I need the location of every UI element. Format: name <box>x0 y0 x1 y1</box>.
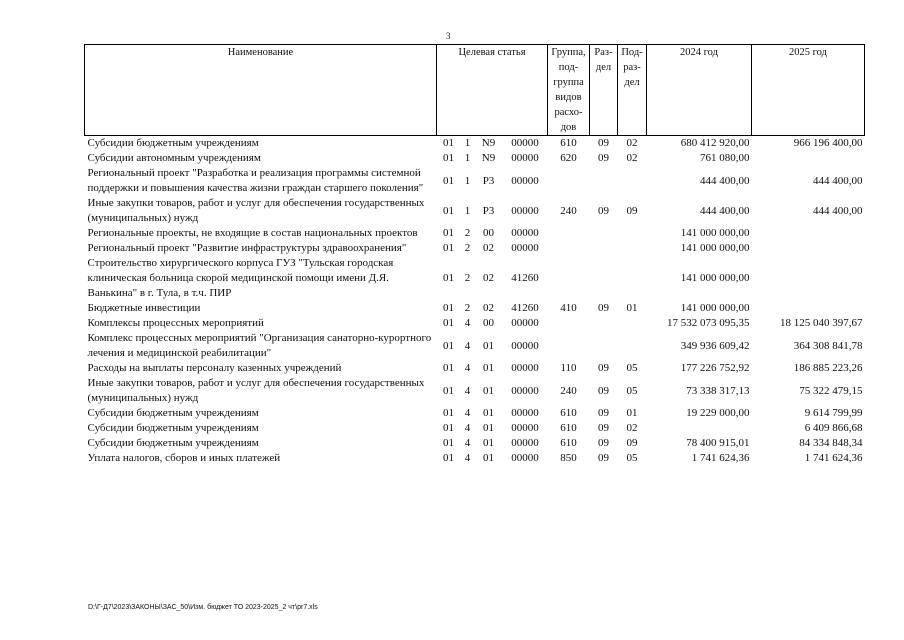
target-code-2: 4 <box>464 437 471 449</box>
subsection: 09 <box>626 437 638 449</box>
target-code-1: 01 <box>443 272 454 284</box>
section <box>590 226 618 241</box>
section: 09 <box>598 204 609 217</box>
subsection: 02 <box>626 137 638 149</box>
target-code-2: 1 <box>464 204 471 217</box>
row-name: Субсидии бюджетным учреждениям <box>87 422 259 434</box>
table-row <box>85 136 865 152</box>
header-section: Раз-дел <box>590 45 618 136</box>
table-row <box>85 331 865 361</box>
expense-group <box>548 241 590 256</box>
amount-2025: 1 741 624,36 <box>804 452 863 464</box>
expense-group <box>548 226 590 241</box>
target-code-2: 4 <box>464 384 471 397</box>
target-code-4: 00000 <box>511 422 539 434</box>
target-code-4: 41260 <box>511 302 539 314</box>
expense-group <box>548 256 590 301</box>
target-code-3: 01 <box>483 452 494 464</box>
row-name: Иные закупки товаров, работ и услуг для обеспечения государственных (муниципальных) нужд <box>87 377 425 404</box>
target-code-1: 01 <box>443 302 454 314</box>
target-code-3: P3 <box>482 204 495 217</box>
table-row <box>85 451 865 466</box>
subsection: 02 <box>626 152 638 164</box>
row-name: Субсидии бюджетным учреждениям <box>87 437 259 449</box>
section <box>590 331 618 361</box>
amount-2024: 141 000 000,00 <box>680 272 750 284</box>
target-code-3: 01 <box>483 422 494 434</box>
amount-2025: 18 125 040 397,67 <box>780 317 863 329</box>
target-code-1: 01 <box>443 407 454 419</box>
subsection: 02 <box>626 422 638 434</box>
section: 09 <box>598 437 609 449</box>
section: 09 <box>598 152 609 164</box>
target-code-2: 4 <box>464 317 471 329</box>
target-code-4: 00000 <box>511 174 539 187</box>
row-name: Субсидии бюджетным учреждениям <box>87 407 259 419</box>
subsection: 01 <box>626 407 638 419</box>
target-code-2: 2 <box>464 242 471 254</box>
table-row <box>85 361 865 376</box>
target-code-2: 4 <box>464 362 471 374</box>
expense-group: 240 <box>560 384 577 397</box>
target-code-4: 00000 <box>511 362 539 374</box>
table-row <box>85 226 865 241</box>
target-code-4: 00000 <box>511 437 539 449</box>
target-code-4: 00000 <box>511 384 539 397</box>
subsection: 05 <box>626 384 638 397</box>
expense-group <box>548 316 590 331</box>
target-code-2: 2 <box>464 227 471 239</box>
target-code-3: 02 <box>483 302 494 314</box>
target-code-1: 01 <box>443 339 454 352</box>
table-row <box>85 301 865 316</box>
amount-2025: 364 308 841,78 <box>793 339 863 352</box>
table-row <box>85 166 865 196</box>
target-code-1: 01 <box>443 437 454 449</box>
target-code-3: 01 <box>483 384 494 397</box>
expense-group: 610 <box>560 422 577 434</box>
subsection: 01 <box>626 302 638 314</box>
target-code-3: 00 <box>483 317 494 329</box>
amount-2025 <box>752 256 865 301</box>
table-header-row <box>85 45 865 136</box>
amount-2024: 177 226 752,92 <box>680 362 750 374</box>
header-name: Наименование <box>85 45 437 136</box>
target-code-1: 01 <box>443 137 454 149</box>
header-expense-group: Группа, под-группа видов расхо-дов <box>548 45 590 136</box>
row-name: Региональные проекты, не входящие в состав национальных проектов <box>87 227 418 239</box>
expense-group: 610 <box>560 407 577 419</box>
target-code-4: 00000 <box>511 227 539 239</box>
header-year-2025: 2025 год <box>752 45 865 136</box>
target-code-1: 01 <box>443 152 454 164</box>
target-code-1: 01 <box>443 384 454 397</box>
section <box>590 316 618 331</box>
target-code-1: 01 <box>443 204 454 217</box>
target-code-3: N9 <box>481 152 496 164</box>
table-row <box>85 256 865 301</box>
target-code-3: 01 <box>483 339 494 352</box>
table-row <box>85 406 865 421</box>
target-code-4: 00000 <box>511 204 539 217</box>
table-row <box>85 196 865 226</box>
amount-2025: 75 322 479,15 <box>799 384 863 397</box>
target-code-1: 01 <box>443 242 454 254</box>
expense-group: 610 <box>560 137 577 149</box>
target-code-4: 00000 <box>511 407 539 419</box>
header-subsection: Под-раз-дел <box>618 45 647 136</box>
header-year-2024: 2024 год <box>647 45 752 136</box>
target-code-3: 02 <box>483 242 494 254</box>
target-code-4: 00000 <box>511 339 539 352</box>
target-code-3: 01 <box>483 407 494 419</box>
amount-2025: 84 334 848,34 <box>799 437 863 449</box>
amount-2024: 761 080,00 <box>700 152 750 164</box>
target-code-3: P3 <box>482 174 495 187</box>
section: 09 <box>598 362 609 374</box>
row-name: Региональный проект "Разработка и реализация программы системной поддержки и повышения качества жизни граждан старшего поколения" <box>87 167 424 194</box>
expense-group: 850 <box>560 452 577 464</box>
section: 09 <box>598 302 609 314</box>
target-code-4: 41260 <box>511 272 539 284</box>
header-target-article: Целевая статья <box>437 45 548 136</box>
amount-2025 <box>752 151 865 166</box>
amount-2025: 966 196 400,00 <box>793 137 863 149</box>
target-code-2: 4 <box>464 339 471 352</box>
amount-2024: 73 338 317,13 <box>686 384 750 397</box>
target-code-1: 01 <box>443 227 454 239</box>
target-code-3: N9 <box>481 137 496 149</box>
amount-2024: 1 741 624,36 <box>691 452 750 464</box>
section: 09 <box>598 407 609 419</box>
amount-2024: 141 000 000,00 <box>680 227 750 239</box>
row-name: Строительство хирургического корпуса ГУЗ "Тульская городская клиническая больница скорой медицинской помощи имени Д.Я. Ванькина" в г. Тула, в т.ч. ПИР <box>87 257 394 299</box>
section: 09 <box>598 452 609 464</box>
file-path-footer: D:\Г-Д7\2023\ЗАКОНЫ\ЗАС_50\Изм. бюджет ТО 2023-2025_2 чт\pr7.xls <box>88 604 318 611</box>
amount-2025: 186 885 223,26 <box>793 362 863 374</box>
subsection <box>618 331 647 361</box>
amount-2024: 17 532 073 095,35 <box>667 317 750 329</box>
row-name: Расходы на выплаты персоналу казенных учреждений <box>87 362 342 374</box>
target-code-2: 4 <box>464 422 471 434</box>
subsection <box>618 226 647 241</box>
target-code-1: 01 <box>443 174 454 187</box>
subsection: 05 <box>626 452 638 464</box>
expense-group: 610 <box>560 437 577 449</box>
target-code-1: 01 <box>443 362 454 374</box>
expense-group <box>548 166 590 196</box>
target-code-4: 00000 <box>511 317 539 329</box>
page-number: 3 <box>446 31 451 41</box>
target-code-2: 2 <box>464 272 471 284</box>
table-row <box>85 316 865 331</box>
section <box>590 241 618 256</box>
table-row <box>85 376 865 406</box>
target-code-3: 02 <box>483 272 494 284</box>
row-name: Субсидии бюджетным учреждениям <box>87 137 259 149</box>
section: 09 <box>598 422 609 434</box>
amount-2025 <box>752 301 865 316</box>
target-code-1: 01 <box>443 422 454 434</box>
section <box>590 166 618 196</box>
budget-table <box>84 44 865 466</box>
amount-2024: 349 936 609,42 <box>680 339 750 352</box>
row-name: Субсидии автономным учреждениям <box>87 152 261 164</box>
target-code-2: 1 <box>464 174 471 187</box>
amount-2024 <box>647 421 752 436</box>
target-code-2: 2 <box>464 302 471 314</box>
row-name: Бюджетные инвестиции <box>87 302 201 314</box>
amount-2024: 19 229 000,00 <box>686 407 750 419</box>
target-code-2: 1 <box>464 137 471 149</box>
target-code-1: 01 <box>443 452 454 464</box>
expense-group: 410 <box>560 302 577 314</box>
amount-2024: 444 400,00 <box>700 204 750 217</box>
subsection: 09 <box>626 204 638 217</box>
amount-2024: 141 000 000,00 <box>680 302 750 314</box>
table-row <box>85 436 865 451</box>
row-name: Иные закупки товаров, работ и услуг для обеспечения государственных (муниципальных) нужд <box>87 197 425 224</box>
amount-2024: 141 000 000,00 <box>680 242 750 254</box>
expense-group <box>548 331 590 361</box>
section: 09 <box>598 137 609 149</box>
table-row <box>85 151 865 166</box>
target-code-4: 00000 <box>511 152 539 164</box>
target-code-4: 00000 <box>511 452 539 464</box>
subsection: 05 <box>626 362 638 374</box>
subsection <box>618 166 647 196</box>
target-code-2: 1 <box>464 152 471 164</box>
target-code-2: 4 <box>464 452 471 464</box>
amount-2024: 680 412 920,00 <box>680 137 750 149</box>
amount-2024: 78 400 915,01 <box>686 437 750 449</box>
target-code-4: 00000 <box>511 242 539 254</box>
row-name: Региональный проект "Развитие инфраструктуры здравоохранения" <box>87 242 407 254</box>
subsection <box>618 256 647 301</box>
expense-group: 240 <box>560 204 577 217</box>
table-row <box>85 241 865 256</box>
subsection <box>618 241 647 256</box>
target-code-3: 01 <box>483 362 494 374</box>
target-code-3: 01 <box>483 437 494 449</box>
target-code-4: 00000 <box>511 137 539 149</box>
target-code-2: 4 <box>464 407 471 419</box>
amount-2025: 444 400,00 <box>813 174 863 187</box>
row-name: Комплексы процессных мероприятий <box>87 317 264 329</box>
expense-group: 110 <box>560 362 577 374</box>
target-code-3: 00 <box>483 227 494 239</box>
subsection <box>618 316 647 331</box>
expense-group: 620 <box>560 152 577 164</box>
table-row <box>85 421 865 436</box>
amount-2025: 9 614 799,99 <box>804 407 863 419</box>
amount-2025 <box>752 226 865 241</box>
amount-2024: 444 400,00 <box>700 174 750 187</box>
amount-2025: 6 409 866,68 <box>804 422 863 434</box>
section <box>590 256 618 301</box>
amount-2025: 444 400,00 <box>813 204 863 217</box>
amount-2025 <box>752 241 865 256</box>
row-name: Комплекс процессных мероприятий "Организация санаторно-курортного лечения и медицинской реабилитации" <box>87 332 432 359</box>
row-name: Уплата налогов, сборов и иных платежей <box>87 452 281 464</box>
section: 09 <box>598 384 609 397</box>
target-code-1: 01 <box>443 317 454 329</box>
